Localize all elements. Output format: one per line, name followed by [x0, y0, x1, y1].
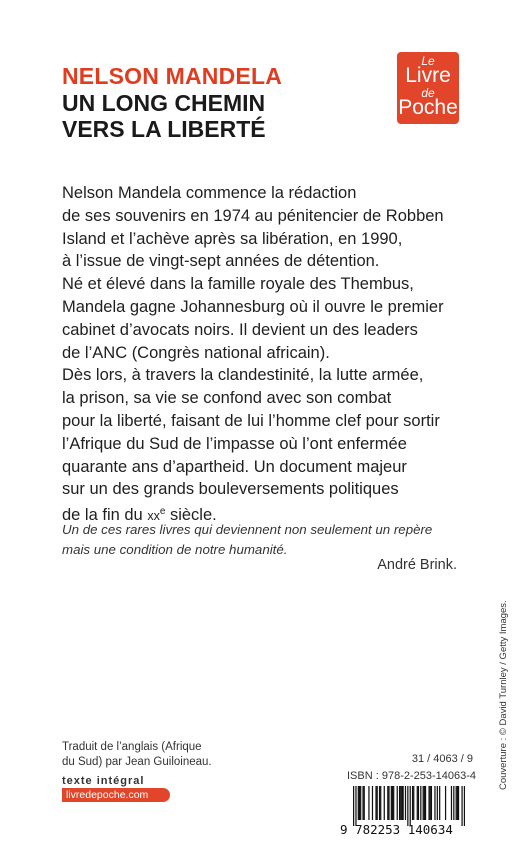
cover-credit: Couverture : © David Turnley / Getty Images.	[498, 600, 509, 790]
publisher-logo	[397, 52, 459, 124]
barcode-bar	[391, 786, 392, 820]
barcode-bar	[410, 786, 411, 826]
barcode-bar	[393, 786, 394, 820]
barcode-bar	[424, 786, 425, 820]
website-link[interactable]: livredepoche.com	[62, 788, 170, 802]
book-title-line1: UN LONG CHEMIN	[62, 90, 266, 116]
barcode	[353, 786, 465, 826]
barcode-bar	[453, 786, 454, 820]
barcode-bar	[359, 786, 360, 820]
synopsis-line: cabinet d’avocats noirs. Il devient un des leaders	[62, 320, 418, 339]
barcode-bar	[420, 786, 421, 820]
barcode-bar	[358, 786, 359, 820]
logo-le: Le	[421, 54, 435, 68]
barcode-bar	[362, 786, 363, 820]
barcode-bar	[380, 786, 381, 820]
barcode-bar	[384, 786, 385, 820]
barcode-bar	[388, 786, 389, 820]
barcode-bar	[405, 786, 406, 820]
synopsis-line: de l’ANC (Congrès national africain).	[62, 343, 330, 362]
barcode-bar	[375, 786, 376, 820]
barcode-digits: 9 782253 140634	[340, 822, 453, 837]
barcode-bar	[377, 786, 378, 820]
barcode-bar	[364, 786, 365, 820]
barcode-bar	[439, 786, 440, 820]
barcode-bar	[392, 786, 393, 820]
synopsis-line: de ses souvenirs en 1974 au pénitencier de Robben	[62, 206, 444, 225]
synopsis-last-suffix: siècle.	[165, 506, 217, 525]
synopsis-line: Né et élevé dans la famille royale des Thembus,	[62, 275, 414, 294]
review-quote	[62, 520, 472, 560]
synopsis	[62, 182, 462, 528]
author-name: NELSON MANDELA	[62, 63, 283, 89]
barcode-bar	[413, 786, 414, 820]
barcode-bar	[403, 786, 404, 820]
barcode-bar	[461, 786, 462, 826]
synopsis-line: Nelson Mandela commence la rédaction	[62, 184, 357, 202]
barcode-bar	[428, 786, 429, 820]
barcode-bar	[434, 786, 435, 820]
barcode-bar	[397, 786, 398, 820]
barcode-bar	[445, 786, 446, 820]
synopsis-line: l’Afrique du Sud de l’impasse où l’ont enfermée	[62, 434, 407, 453]
barcode-bar	[401, 786, 402, 820]
barcode-bar	[372, 786, 373, 820]
barcode-bar	[456, 786, 457, 820]
barcode-bar	[417, 786, 418, 820]
barcode-bar	[464, 786, 465, 826]
barcode-bar	[437, 786, 438, 820]
isbn: ISBN : 978-2-253-14063-4	[347, 770, 477, 782]
barcode-bar	[457, 786, 458, 820]
quote-line1: Un de ces rares livres qui deviennent non seulement un repère	[62, 522, 433, 537]
synopsis-line: quarante ans d’apartheid. Un document majeur	[62, 457, 407, 476]
quote-line2: mais une condition de notre humanité.	[62, 542, 288, 557]
barcode-bar	[425, 786, 426, 820]
synopsis-line: pour la liberté, faisant de lui l’homme clef pour sortir	[62, 411, 440, 430]
logo-de: de	[421, 86, 435, 100]
barcode-bar	[451, 786, 452, 820]
barcode-bar	[430, 786, 431, 820]
barcode-bar	[431, 786, 432, 820]
barcode-bar	[368, 786, 369, 820]
barcode-bar	[458, 786, 459, 820]
synopsis-line: Dès lors, à travers la clandestinité, la lutte armée,	[62, 366, 424, 385]
quote-author: André Brink.	[377, 557, 457, 573]
barcode-bar	[355, 786, 356, 826]
barcode-bar	[418, 786, 419, 820]
logo-livre: Livre	[405, 64, 451, 87]
translation-line1: Traduit de l’anglais (Afrique	[62, 741, 202, 753]
catalog-number: 31 / 4063 / 9	[411, 753, 473, 765]
title-block	[62, 62, 282, 142]
barcode-bar	[407, 786, 408, 826]
barcode-bar	[400, 786, 401, 820]
synopsis-line: Mandela gagne Johannesburg où il ouvre le premier	[62, 297, 444, 316]
synopsis-line: la prison, sa vie se confond avec son combat	[62, 389, 392, 408]
century-numeral: xx	[147, 509, 160, 524]
logo-poche: Poche	[398, 96, 458, 119]
barcode-bar	[353, 786, 354, 826]
translation-note	[62, 740, 212, 770]
barcode-bar	[423, 786, 424, 820]
barcode-bar	[412, 786, 413, 820]
translation-line2: du Sud) par Jean Guiloineau.	[62, 756, 212, 768]
barcode-bar	[360, 786, 361, 820]
synopsis-line: Island et l’achève après sa libération, en 1990,	[62, 229, 403, 248]
synopsis-line: à l’issue de vingt-sept années de détention.	[62, 252, 380, 271]
synopsis-line: sur un des grands bouleversements politiques	[62, 480, 399, 499]
barcode-bar	[387, 786, 388, 820]
barcode-bar	[399, 786, 400, 820]
synopsis-last-prefix: de la fin du	[62, 506, 148, 525]
edition-label: texte intégral	[62, 775, 145, 787]
book-title-line2: VERS LA LIBERTÉ	[62, 116, 266, 142]
barcode-bar	[379, 786, 380, 820]
century-suffix: e	[159, 506, 166, 518]
